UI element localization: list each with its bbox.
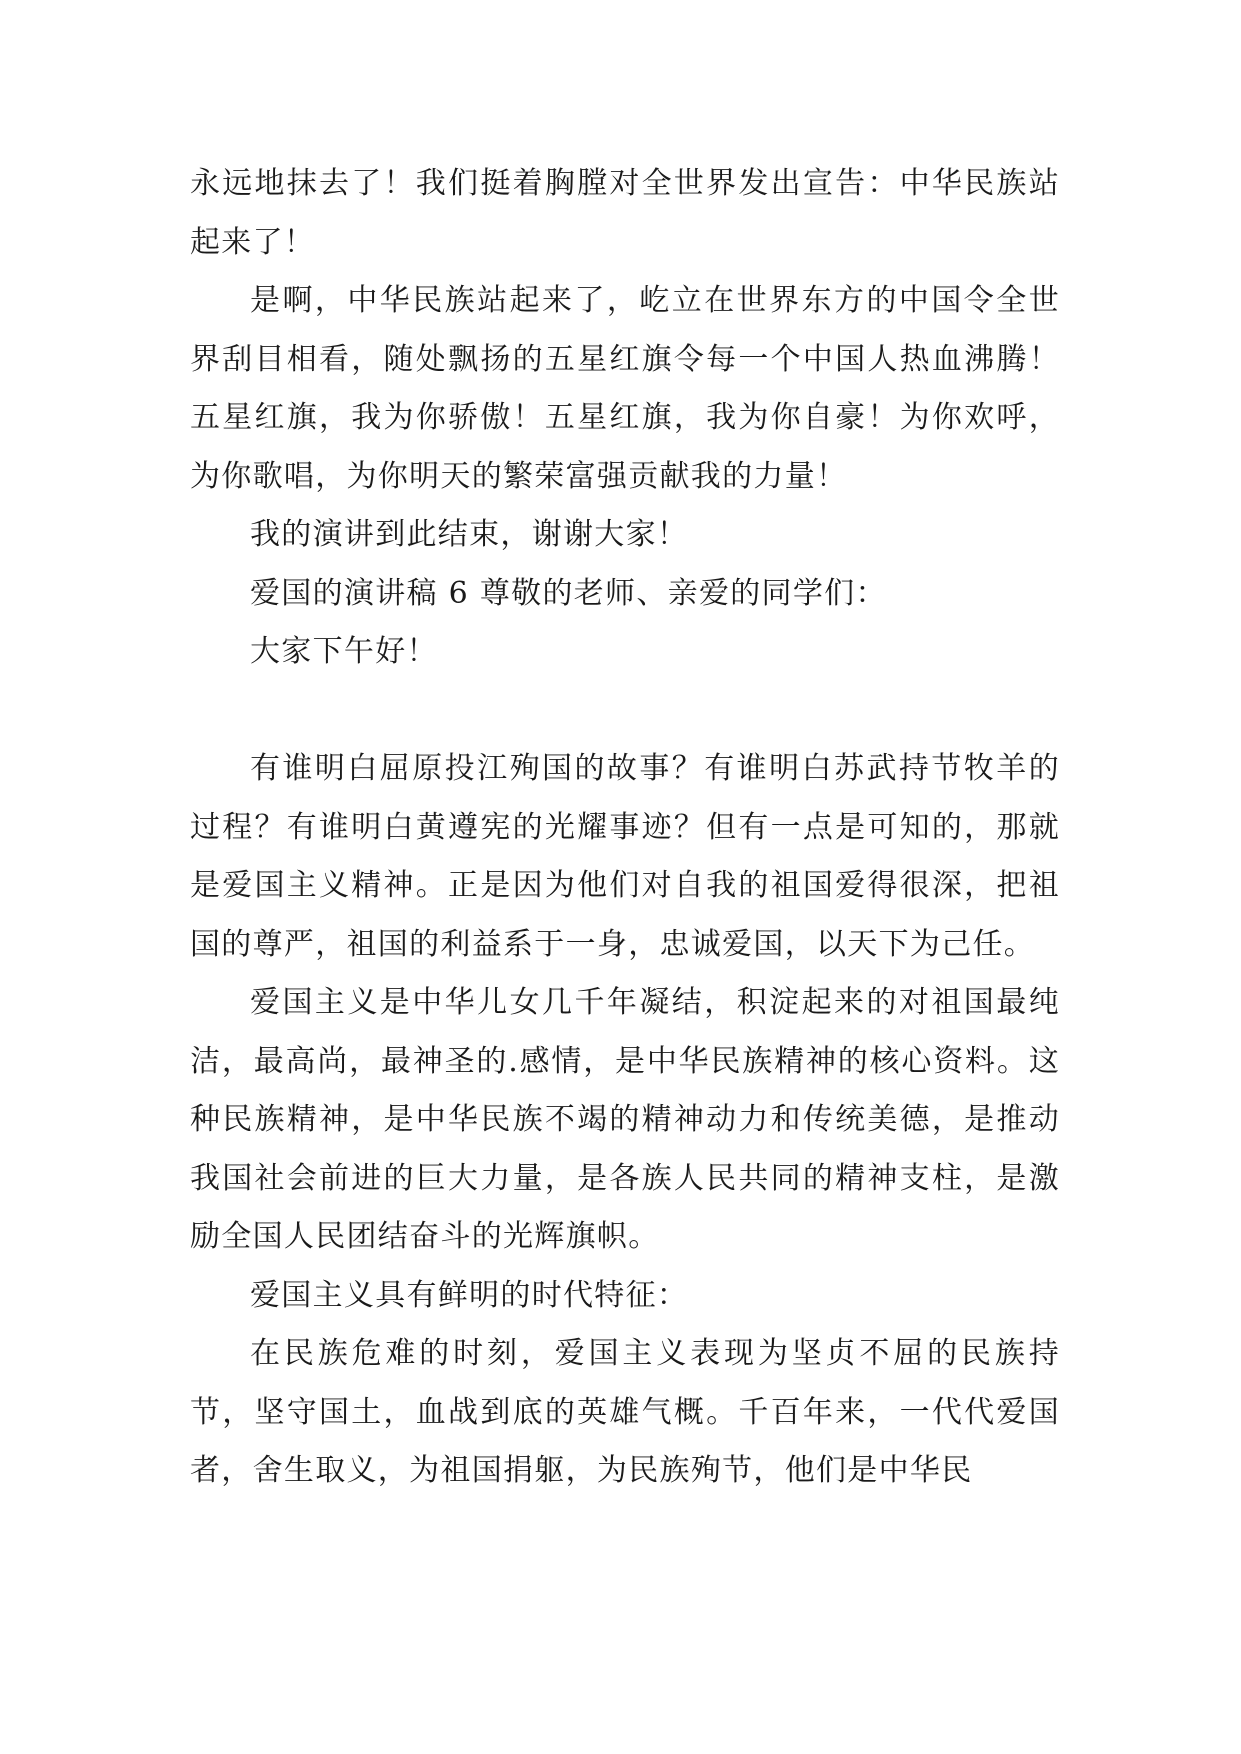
paragraph: 爱国主义是中华儿女几千年凝结，积淀起来的对祖国最纯洁，最高尚，最神圣的.感情，是中华民族精神的核心资料。这种民族精神，是中华民族不竭的精神动力和传统美德，是推动我国社会前进的巨大力量，是各族人民共同的精神支柱，是激励全国人民团结奋斗的光辉旗帜。 [190, 985, 1060, 1254]
paragraph: 有谁明白屈原投江殉国的故事？有谁明白苏武持节牧羊的过程？有谁明白黄遵宪的光耀事迹？但有一点是可知的，那就是爱国主义精神。正是因为他们对自我的祖国爱得很深，把祖国的尊严，祖国的利益系于一身，忠诚爱国，以天下为己任。 [190, 751, 1060, 962]
document-body [190, 155, 1060, 1501]
speech-heading: 爱国的演讲稿 6 尊敬的老师、亲爱的同学们： [250, 575, 887, 611]
paragraph: 爱国主义具有鲜明的时代特征： [250, 1277, 689, 1313]
paragraph-continuation: 永远地抹去了！我们挺着胸膛对全世界发出宣告：中华民族站起来了！ [190, 166, 1060, 260]
paragraph: 是啊，中华民族站起来了，屹立在世界东方的中国令全世界刮目相看，随处飘扬的五星红旗令每一个中国人热血沸腾！五星红旗，我为你骄傲！五星红旗，我为你自豪！为你欢呼，为你歌唱，为你明天的繁荣富强贡献我的力量！ [190, 283, 1060, 494]
blank-line [190, 682, 1060, 741]
paragraph: 我的演讲到此结束，谢谢大家！ [250, 517, 689, 552]
greeting: 大家下午好！ [250, 634, 438, 669]
paragraph: 在民族危难的时刻，爱国主义表现为坚贞不屈的民族持节，坚守国土，血战到底的英雄气概。千百年来，一代代爱国者，舍生取义，为祖国捐躯，为民族殉节，他们是中华民 [190, 1336, 1060, 1488]
